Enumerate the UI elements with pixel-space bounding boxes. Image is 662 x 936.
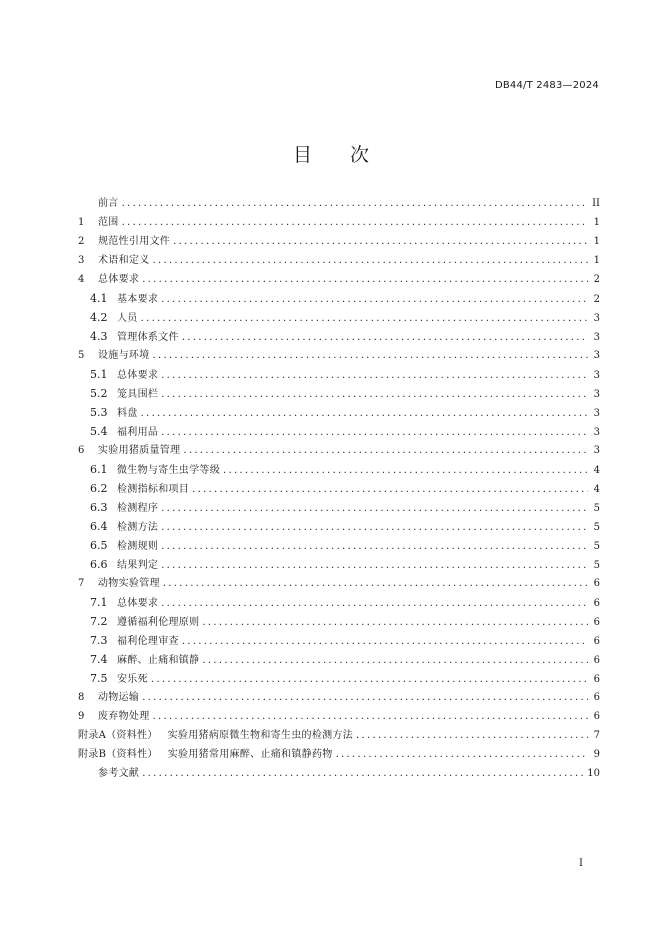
table-of-contents (78, 194, 600, 783)
toc-entry-label: 总体要求 (117, 598, 159, 609)
dot-leader (202, 651, 588, 670)
toc-entry-number: 4.3 (90, 330, 108, 343)
dot-leader (223, 461, 588, 480)
toc-entry-label: 基本要求 (117, 294, 159, 305)
toc-entry-page: II (592, 198, 600, 209)
toc-entry-page: 1 (593, 217, 600, 228)
toc-entry-label: 参考文献 (98, 768, 140, 779)
dot-leader (161, 366, 588, 385)
appendix-prefix: 附录B（资料性） (78, 749, 158, 760)
toc-entry-label: 检测规则 (117, 541, 159, 552)
toc-entry[interactable] (78, 574, 600, 593)
dot-leader (151, 670, 588, 689)
toc-entry-number: 2 (78, 236, 85, 247)
toc-entry-number: 4.2 (90, 311, 108, 324)
toc-entry[interactable] (78, 365, 600, 384)
dot-leader (161, 537, 588, 556)
dot-leader (142, 688, 588, 707)
toc-entry[interactable] (78, 764, 600, 783)
dot-leader (142, 764, 583, 783)
dot-leader (153, 251, 589, 270)
toc-entry-number: 1 (78, 217, 85, 228)
toc-entry-label: 动物实验管理 (98, 578, 160, 589)
toc-entry-label: 检测指标和项目 (117, 484, 190, 495)
toc-entry-label: 人员 (117, 313, 138, 324)
toc-entry-page: 9 (593, 749, 600, 760)
toc-entry-label: 规范性引用文件 (98, 236, 171, 247)
toc-entry-number: 6.6 (90, 558, 108, 571)
dot-leader (182, 632, 588, 651)
dot-leader (161, 594, 588, 613)
dot-leader (161, 385, 588, 404)
toc-entry-number: 6.2 (90, 482, 108, 495)
toc-entry-label: 设施与环境 (98, 350, 150, 361)
toc-entry-label: 笼具围栏 (117, 389, 159, 400)
toc-entry-page: 6 (593, 692, 600, 703)
dot-leader (153, 707, 589, 726)
dot-leader (122, 194, 588, 213)
toc-entry[interactable] (78, 289, 600, 308)
document-code: DB44/T 2483—2024 (494, 80, 599, 91)
toc-entry[interactable] (78, 232, 600, 251)
toc-entry-number: 6.3 (90, 501, 108, 514)
toc-entry-page: 5 (593, 560, 600, 571)
dot-leader (173, 232, 588, 251)
toc-entry-number: 3 (78, 255, 85, 266)
toc-entry[interactable] (78, 536, 600, 555)
toc-entry-page: 1 (593, 255, 600, 266)
toc-entry-number: 4.1 (90, 292, 108, 305)
toc-entry[interactable] (78, 650, 600, 669)
dot-leader (182, 328, 588, 347)
appendix-prefix: 附录A（资料性） (78, 730, 158, 741)
toc-entry-page: 6 (593, 617, 600, 628)
dot-leader (142, 270, 588, 289)
toc-entry[interactable] (78, 422, 600, 441)
toc-entry-page: 3 (593, 427, 600, 438)
toc-entry-label: 前言 (98, 198, 119, 209)
toc-entry[interactable] (78, 745, 600, 764)
toc-entry[interactable] (78, 555, 600, 574)
toc-entry-number: 7.5 (90, 672, 108, 685)
toc-entry-number: 4 (78, 274, 85, 285)
toc-entry-label: 微生物与寄生虫学等级 (117, 465, 220, 476)
dot-leader (192, 480, 588, 499)
toc-entry-page: 6 (593, 655, 600, 666)
toc-entry[interactable] (78, 194, 600, 213)
toc-entry-number: 8 (78, 692, 85, 703)
appendix-title: 实验用猪病原微生物和寄生虫的检测方法 (167, 730, 354, 741)
toc-entry-label: 废弃物处理 (98, 711, 150, 722)
toc-entry[interactable] (78, 669, 600, 688)
dot-leader (356, 726, 588, 745)
toc-entry-label: 动物运输 (98, 692, 140, 703)
toc-entry[interactable] (78, 308, 600, 327)
dot-leader (141, 309, 588, 328)
dot-leader (163, 574, 588, 593)
toc-entry[interactable] (78, 384, 600, 403)
toc-entry-number: 5.3 (90, 406, 108, 419)
toc-entry-label: 范围 (98, 217, 119, 228)
toc-entry-page: 5 (593, 522, 600, 533)
toc-entry-page: 1 (593, 236, 600, 247)
toc-entry-number: 9 (78, 711, 85, 722)
toc-entry-number: 7.4 (90, 653, 108, 666)
toc-entry-number: 7.3 (90, 634, 108, 647)
toc-entry[interactable] (78, 688, 600, 707)
toc-entry-number: 6.4 (90, 520, 108, 533)
page-title: 目 次 (292, 144, 369, 166)
dot-leader (161, 499, 588, 518)
toc-entry[interactable] (78, 593, 600, 612)
toc-entry-number: 5 (78, 350, 85, 361)
toc-entry-label: 料盘 (117, 408, 138, 419)
toc-entry-page: 6 (593, 636, 600, 647)
toc-entry-label: 安乐死 (117, 674, 148, 685)
toc-entry-page: 4 (593, 484, 600, 495)
toc-entry-number: 7 (78, 578, 85, 589)
dot-leader (161, 518, 588, 537)
toc-entry-page: 3 (593, 445, 600, 456)
toc-entry-page: 6 (593, 578, 600, 589)
toc-entry-label: 术语和定义 (98, 255, 150, 266)
toc-entry-label: 福利用品 (117, 427, 159, 438)
toc-entry-page: 6 (593, 711, 600, 722)
appendix-title: 实验用猪常用麻醉、止痛和镇静药物 (167, 749, 333, 760)
toc-entry-label (78, 745, 333, 764)
toc-entry[interactable] (78, 460, 600, 479)
dot-leader (161, 556, 588, 575)
toc-entry[interactable] (78, 213, 600, 232)
toc-entry-page: 5 (593, 503, 600, 514)
toc-entry-label: 遵循福利伦理原则 (117, 617, 200, 628)
toc-entry[interactable] (78, 403, 600, 422)
toc-entry-number: 5.1 (90, 368, 108, 381)
dot-leader (153, 346, 589, 365)
toc-entry-number: 5.4 (90, 425, 108, 438)
toc-entry-page: 10 (587, 768, 600, 779)
toc-entry-label: 管理体系文件 (117, 332, 179, 343)
toc-entry-page: 3 (593, 313, 600, 324)
dot-leader (122, 213, 588, 232)
toc-entry[interactable] (78, 612, 600, 631)
toc-entry[interactable] (78, 270, 600, 289)
toc-entry[interactable] (78, 346, 600, 365)
toc-entry-label: 检测方法 (117, 522, 159, 533)
toc-entry[interactable] (78, 441, 600, 460)
toc-entry-number: 5.2 (90, 387, 108, 400)
toc-entry-label: 实验用猪质量管理 (98, 445, 181, 456)
toc-entry-page: 3 (593, 332, 600, 343)
toc-entry[interactable] (78, 498, 600, 517)
toc-entry-page: 7 (593, 730, 600, 741)
toc-entry-page: 6 (593, 674, 600, 685)
toc-entry-number: 7.1 (90, 596, 108, 609)
toc-entry-label: 总体要求 (98, 274, 140, 285)
toc-entry-label (78, 726, 353, 745)
toc-entry-label: 麻醉、止痛和镇静 (117, 655, 200, 666)
toc-entry-number: 6 (78, 445, 85, 456)
dot-leader (161, 423, 588, 442)
toc-entry[interactable] (78, 726, 600, 745)
toc-entry[interactable] (78, 631, 600, 650)
toc-entry-page: 5 (593, 541, 600, 552)
toc-entry-label: 福利伦理审查 (117, 636, 179, 647)
toc-entry-page: 3 (593, 389, 600, 400)
toc-entry-number: 6.1 (90, 463, 108, 476)
dot-leader (183, 441, 588, 460)
toc-entry-label: 总体要求 (117, 370, 159, 381)
toc-entry-page: 6 (593, 598, 600, 609)
toc-entry-page: 4 (593, 465, 600, 476)
toc-entry-label: 检测程序 (117, 503, 159, 514)
page-number: I (579, 858, 583, 869)
toc-entry[interactable] (78, 327, 600, 346)
toc-entry-page: 2 (593, 274, 600, 285)
dot-leader (141, 404, 588, 423)
toc-entry-number: 6.5 (90, 539, 108, 552)
toc-entry-page: 3 (593, 350, 600, 361)
toc-entry[interactable] (78, 707, 600, 726)
toc-entry-page: 2 (593, 294, 600, 305)
dot-leader (202, 613, 588, 632)
toc-entry-number: 7.2 (90, 615, 108, 628)
toc-entry[interactable] (78, 479, 600, 498)
toc-entry[interactable] (78, 517, 600, 536)
toc-entry-page: 3 (593, 370, 600, 381)
toc-entry-page: 3 (593, 408, 600, 419)
toc-entry[interactable] (78, 251, 600, 270)
dot-leader (336, 745, 588, 764)
dot-leader (161, 290, 588, 309)
toc-entry-label: 结果判定 (117, 560, 159, 571)
